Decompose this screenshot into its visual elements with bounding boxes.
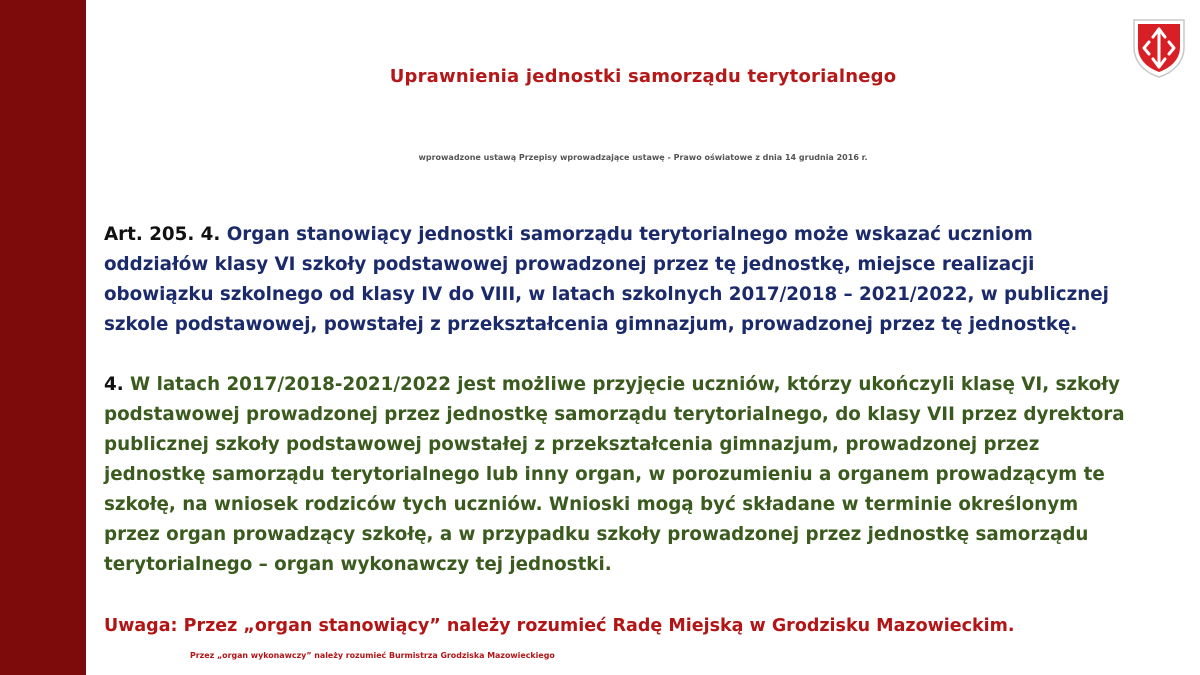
article-4-text: W latach 2017/2018-2021/2022 jest możliwe przyjęcie uczniów, którzy ukończyli klasę VI, szkoły — [123, 374, 1120, 395]
article-4-line-4: jednostkę samorządu terytorialnego lub inny organ, w porozumieniu a organem prowadzącym te — [104, 464, 1105, 485]
article-205-line-3: obowiązku szkolnego od klasy IV do VIII, w latach szkolnych 2017/2018 – 2021/2022, w publicznej — [104, 284, 1109, 305]
slide-subtitle: wprowadzone ustawą Przepisy wprowadzające ustawę - Prawo oświatowe z dnia 14 grudnia 2016 r. — [418, 153, 868, 162]
article-205-line-2: oddziałów klasy VI szkoły podstawowej prowadzonej przez tę jednostkę, miejsce realizacji — [104, 254, 1035, 275]
article-4-line-6: przez organ prowadzący szkołę, a w przypadku szkoły prowadzonej przez jednostkę samorządu — [104, 524, 1089, 545]
article-4-line-3: publicznej szkoły podstawowej powstałej z przekształcenia gimnazjum, prowadzonej przez — [104, 434, 1040, 455]
slide-title: Uprawnienia jednostki samorządu terytorialnego — [389, 66, 897, 87]
article-205-text: Organ stanowiący jednostki samorządu terytorialnego może wskazać uczniom — [220, 224, 1033, 245]
note-block — [104, 611, 1144, 671]
article-4-line-1 — [104, 370, 1144, 400]
article-205-line-1 — [104, 220, 1144, 250]
article-4-line-2: podstawowej prowadzonej przez jednostkę samorządu terytorialnego, do klasy VII przez dyrektora — [104, 404, 1125, 425]
note-line-2: Przez „organ wykonawczy” należy rozumieć Burmistrza Grodziska Mazowieckiego — [190, 651, 555, 660]
article-4-label: 4. — [104, 374, 124, 395]
article-205-line-4: szkole podstawowej, powstałej z przekształcenia gimnazjum, prowadzonej przez tę jednostkę. — [104, 314, 1078, 335]
article-205-label: Art. 205. 4. — [104, 224, 221, 245]
note-line-1: Uwaga: Przez „organ stanowiący” należy rozumieć Radę Miejską w Grodzisku Mazowieckim. — [104, 616, 1015, 636]
article-205-paragraph — [104, 220, 1144, 340]
article-4-line-5: szkołę, na wniosek rodziców tych uczniów. Wnioski mogą być składane w terminie określonym — [104, 494, 1079, 515]
article-4-paragraph — [104, 370, 1144, 580]
left-decorative-bar — [0, 0, 86, 675]
article-4-line-7: terytorialnego – organ wykonawczy tej jednostki. — [104, 554, 612, 575]
